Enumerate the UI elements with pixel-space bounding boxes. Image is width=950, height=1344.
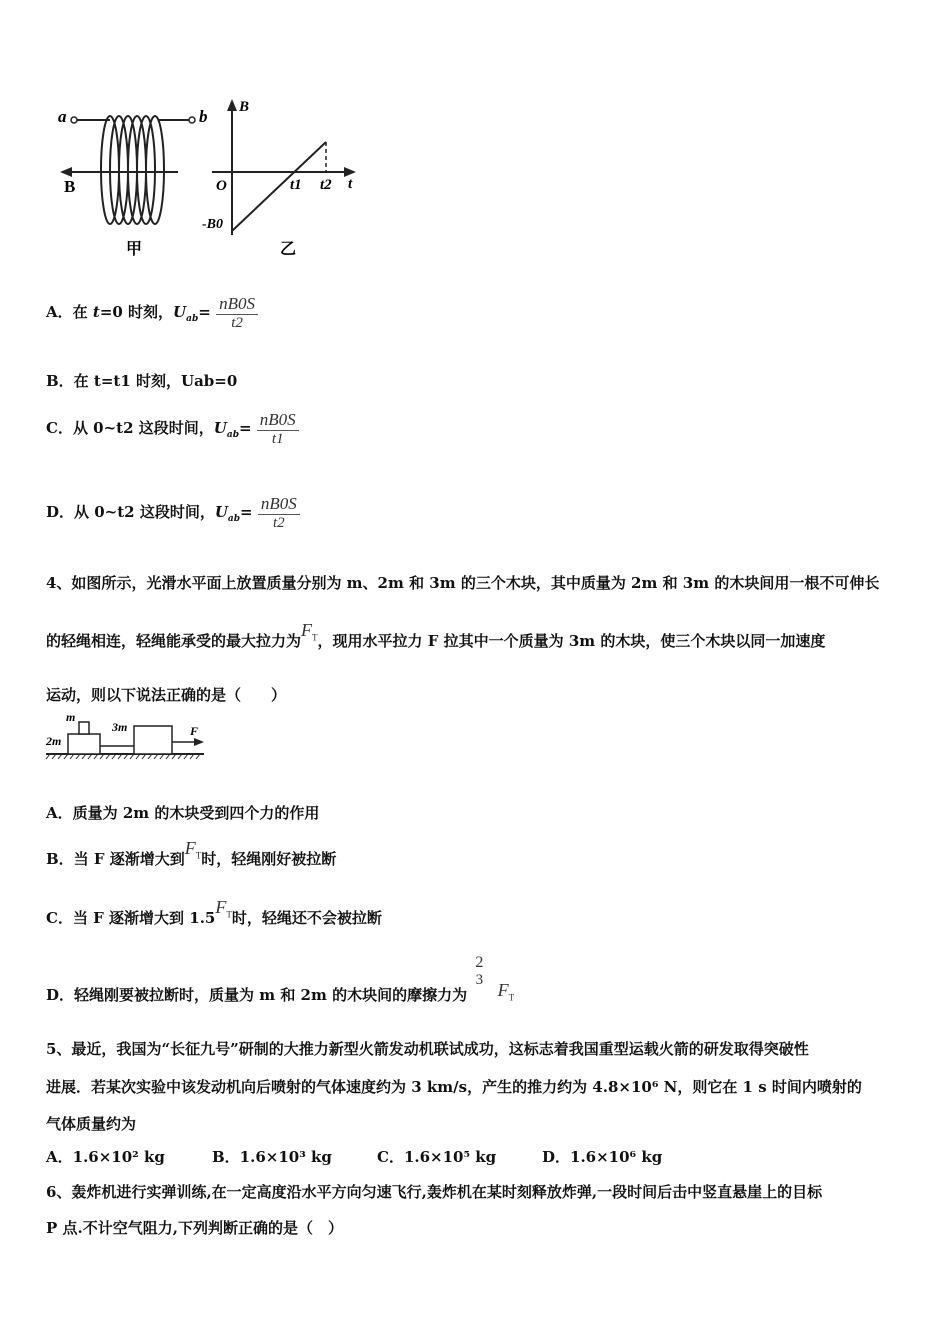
- ft-letter: F: [301, 620, 313, 640]
- ft-subscript: T: [226, 909, 232, 920]
- b-t-graph: [202, 99, 356, 258]
- q6-stem-line2: P 点.不计空气阻力,下列判断正确的是（ ）: [46, 1219, 343, 1237]
- q5-stem-line2: 进展．若某次实验中该发动机向后喷射的气体速度约为 3 km/s，产生的推力约为 4.8×10⁶ N，则它在 1 s 时间内喷射的: [46, 1078, 862, 1096]
- tick-neg-B0: -B0: [202, 217, 223, 232]
- force-arrow: [194, 738, 204, 746]
- ft-letter: F: [215, 897, 227, 917]
- q5-option-d: D．1.6×10⁶ kg: [542, 1148, 663, 1166]
- option-text: C．从 0~t2 这段时间，: [46, 419, 214, 437]
- origin-label: O: [216, 178, 227, 194]
- equals: =: [238, 419, 252, 437]
- numerator: 2: [475, 954, 484, 971]
- block-2m: [68, 734, 100, 754]
- option-text: A．在: [46, 303, 93, 321]
- stem-text: ，现用水平拉力 F 拉其中一个质量为 3m 的木块，使三个木块以同一加速度: [317, 632, 826, 650]
- option-text: D．从 0~t2 这段时间，: [46, 503, 215, 521]
- q4-stem-line1: 4、如图所示，光滑水平面上放置质量分别为 m、2m 和 3m 的三个木块，其中质量为 2m 和 3m 的木块间用一根不可伸长: [46, 574, 880, 592]
- ft-subscript: T: [508, 992, 515, 1003]
- q6-stem-line1: 6、轰炸机进行实弹训练,在一定高度沿水平方向匀速飞行,轰炸机在某时刻释放炸弹,一段时间后击中竖直悬崖上的目标: [46, 1183, 823, 1201]
- label-3m: 3m: [112, 720, 128, 734]
- ft-subscript: T: [312, 632, 318, 643]
- label-2m: 2m: [46, 734, 62, 748]
- subscript-ab: ab: [227, 514, 241, 524]
- q4-option-d: [46, 954, 515, 1004]
- caption-jia: 甲: [126, 241, 143, 258]
- denominator: t2: [231, 315, 243, 331]
- label-b: b: [199, 107, 208, 126]
- q5-stem-line3: 气体质量约为: [46, 1115, 137, 1133]
- label-F: F: [190, 724, 199, 738]
- ft-symbol: [301, 620, 318, 643]
- block-3m: [134, 726, 172, 754]
- q4-stem-line3: 运动，则以下说法正确的是（ ）: [46, 686, 287, 704]
- b-axis-arrow: [227, 99, 237, 111]
- q4-option-b: [46, 838, 337, 871]
- q5-option-a: A．1.6×10² kg: [46, 1148, 165, 1166]
- numerator: nB0S: [257, 410, 299, 431]
- q4-option-a: A．质量为 2m 的木块受到四个力的作用: [46, 804, 320, 822]
- field-arrow-left: [60, 167, 72, 177]
- terminal-a: [71, 117, 77, 123]
- q4-stem-line2: [46, 620, 826, 653]
- caption-yi: 乙: [280, 241, 297, 258]
- option-text: D．轻绳刚要被拉断时，质量为 m 和 2m 的木块间的摩擦力为: [46, 985, 468, 1004]
- b-line: [232, 142, 326, 231]
- q5-option-c: C．1.6×10⁵ kg: [377, 1148, 497, 1166]
- fraction-two-thirds: [472, 954, 486, 989]
- q5-stem-line1: 5、最近，我国为“长征九号”研制的大推力新型火箭发动机联试成功，这标志着我国重型运载火箭的研发取得突破性: [46, 1040, 809, 1058]
- ft-symbol: [184, 838, 202, 861]
- equals: =: [240, 503, 253, 521]
- blocks-diagram: [44, 710, 209, 760]
- label-m: m: [66, 710, 76, 724]
- q3-option-b: B．在 t=t1 时刻，Uab=0: [46, 372, 238, 390]
- variable-u: U: [173, 303, 187, 321]
- fraction: [216, 294, 258, 332]
- q3-option-a: [46, 294, 258, 332]
- stem-text: 的轻绳相连，轻绳能承受的最大拉力为: [46, 632, 302, 650]
- subscript-ab: ab: [226, 430, 239, 440]
- label-B-left: B: [64, 177, 76, 196]
- q5-option-b: B．1.6×10³ kg: [212, 1148, 332, 1166]
- terminal-b: [189, 117, 195, 123]
- tick-t2: t2: [320, 177, 332, 193]
- axis-label-B: B: [239, 99, 250, 115]
- equals: =: [198, 303, 211, 321]
- q3-option-d: [46, 494, 300, 532]
- ft-subscript: T: [195, 850, 202, 861]
- ft-symbol: [497, 979, 515, 1003]
- option-text: =0 时刻，: [99, 303, 174, 321]
- axis-label-t: t: [348, 176, 353, 192]
- option-text: 时，轻绳还不会被拉断: [231, 909, 382, 927]
- coil-diagram: [58, 107, 208, 258]
- option-text: 时，轻绳刚好被拉断: [201, 850, 337, 868]
- denominator: t1: [271, 431, 284, 447]
- q3-option-c: [46, 410, 299, 448]
- q4-option-c: [46, 897, 382, 930]
- tick-t1: t1: [290, 177, 302, 193]
- option-text: B．当 F 逐渐增大到: [46, 850, 185, 868]
- fraction: [258, 494, 300, 532]
- option-text: C．当 F 逐渐增大到 1.5: [46, 909, 216, 927]
- fraction: [257, 410, 299, 448]
- ft-symbol: [215, 897, 232, 920]
- figure-coil-and-graph: [50, 95, 380, 260]
- ft-letter: F: [497, 979, 509, 1000]
- numerator: nB0S: [216, 294, 258, 315]
- variable-u: U: [213, 419, 227, 437]
- denominator: 3: [475, 972, 484, 988]
- subscript-ab: ab: [186, 314, 199, 324]
- numerator: nB0S: [258, 494, 300, 515]
- ft-letter: F: [184, 838, 196, 858]
- label-a: a: [58, 107, 67, 126]
- variable-u: U: [214, 503, 228, 521]
- denominator: t2: [272, 515, 285, 531]
- block-m: [79, 722, 89, 734]
- variable-t: t: [92, 303, 100, 321]
